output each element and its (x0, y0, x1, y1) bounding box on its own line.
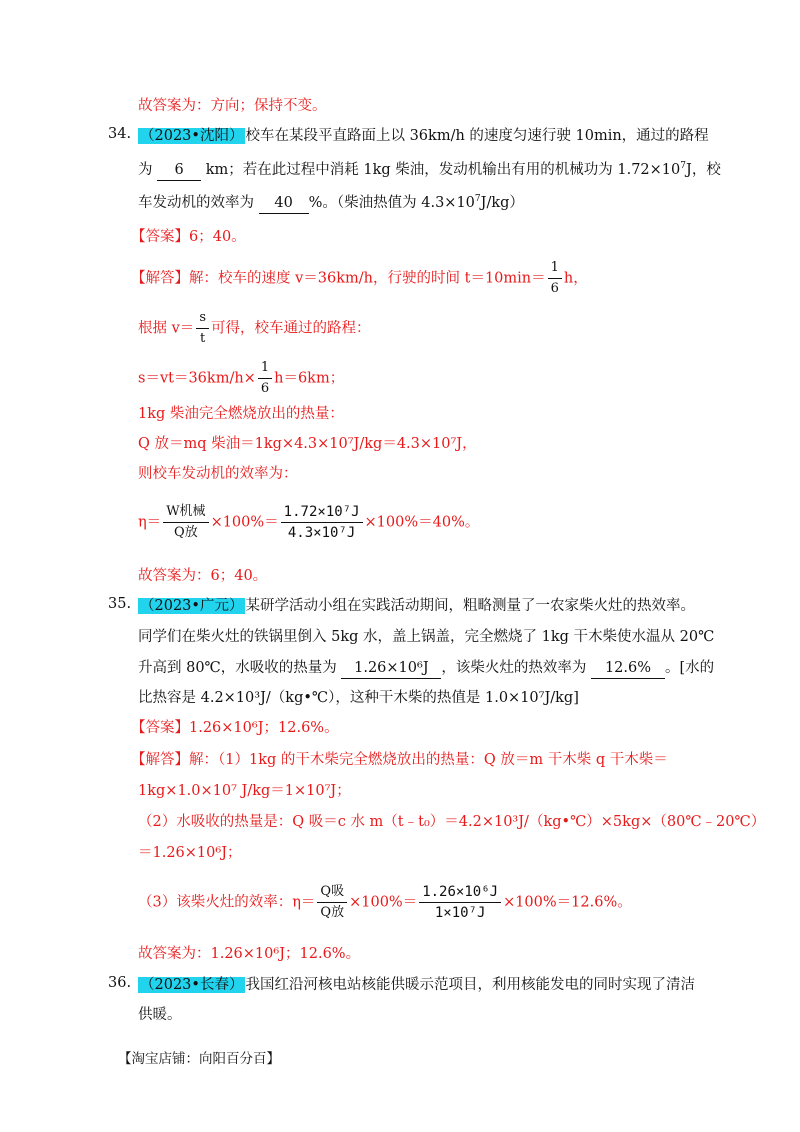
analysis-line-2 (138, 308, 370, 349)
text: J/kg） (480, 195, 524, 211)
exponent: 7 (474, 194, 481, 205)
analysis-line-4: 1kg 柴油完全燃烧放出的热量： (138, 406, 344, 422)
question-36-line1 (138, 975, 695, 995)
text: 解：（1）1kg 的干木柴完全燃烧放出的热量：Q 放＝m 干木柴 q 干木柴＝ (189, 752, 668, 768)
analysis-line-3 (138, 358, 344, 399)
denominator: Q放 (320, 905, 345, 920)
denominator: t (200, 331, 206, 346)
answer-blank: 1.26×10⁶J (341, 658, 441, 679)
numerator: 1.26×10⁶J (419, 882, 501, 903)
text: ×100%＝12.6%。 (503, 894, 632, 911)
text: h＝6km； (274, 370, 345, 387)
text: 车发动机的效率为 (138, 195, 254, 211)
analysis-line-2: 1kg×1.0×10⁷ J/kg＝1×10⁷J； (138, 783, 351, 799)
denominator: Q放 (174, 525, 198, 540)
denominator: 6 (260, 381, 270, 396)
question-number: 34. (108, 126, 132, 142)
fraction-values (419, 882, 501, 923)
text: 解：校车的速度 v＝36km/h，行驶的时间 t＝10min＝ (189, 270, 546, 287)
text: J，校 (686, 162, 721, 178)
denominator: 6 (550, 281, 559, 296)
denominator: 1×10⁷J (434, 905, 486, 921)
answer-line: 【答案】1.26×10⁶J；12.6%。 (131, 720, 339, 736)
source-badge: （2023•广元） (140, 598, 244, 614)
text: %。（柴油热值为 4.3×10 (308, 195, 475, 211)
question-34-line3 (138, 193, 524, 214)
answer-blank: 12.6% (591, 658, 665, 679)
question-35-line2: 同学们在柴火灶的铁锅里倒入 5kg 水，盖上锅盖，完全燃烧了 1kg 干木柴使水温从 20℃ (138, 629, 715, 645)
text: η＝ (138, 514, 162, 531)
efficiency-formula (138, 502, 479, 543)
question-35-line4: 比热容是 4.2×10³J/（kg•℃），这种干木柴的热值是 1.0×10⁷J/kg] (138, 690, 579, 706)
question-number: 35. (108, 596, 132, 612)
numerator: W机械 (163, 502, 208, 523)
analysis-line-4: ＝1.26×10⁶J； (138, 845, 242, 861)
question-number: 36. (108, 975, 132, 991)
footer-shop-label: 【淘宝店铺：向阳百分百】 (118, 1051, 280, 1067)
question-35-line3 (138, 658, 714, 679)
fraction-w-q (163, 502, 208, 543)
fraction-s-t (196, 308, 209, 349)
text: ×100%＝40%。 (364, 514, 480, 531)
text: ×100%＝ (210, 514, 279, 531)
fraction-q-q (317, 882, 347, 923)
denominator: 4.3×10⁷J (287, 525, 356, 541)
question-text: 某研学活动小组在实践活动期间，粗略测量了一农家柴火灶的热效率。 (245, 598, 695, 614)
fraction-values (281, 502, 363, 543)
answer-blank: 6 (157, 160, 201, 181)
analysis-label: 【解答】 (131, 270, 189, 287)
question-34-line2 (138, 160, 721, 181)
text: 升高到 80℃，水吸收的热量为 (138, 660, 337, 676)
analysis-line-5: Q 放＝mq 柴油＝1kg×4.3×10⁷J/kg＝4.3×10⁷J， (138, 436, 477, 452)
text: 为 (138, 162, 153, 178)
numerator: Q吸 (317, 882, 347, 903)
source-badge: （2023•沈阳） (140, 128, 244, 144)
final-answer: 故答案为：6；40。 (138, 568, 268, 584)
fraction-1-6 (258, 358, 272, 399)
source-badge: （2023•长春） (140, 977, 244, 993)
question-text: 我国红沿河核电站核能供暖示范项目，利用核能发电的同时实现了清洁 (245, 977, 695, 993)
numerator: 1 (548, 258, 562, 279)
text: 可得，校车通过的路程： (210, 320, 371, 337)
fraction-1-6 (548, 258, 562, 299)
text: km；若在此过程中消耗 1kg 柴油，发动机输出有用的机械功为 1.72×10 (205, 162, 681, 178)
numerator: 1 (258, 358, 272, 379)
numerator: s (196, 308, 209, 329)
analysis-line-1 (131, 750, 668, 770)
text: 根据 v＝ (138, 320, 195, 337)
analysis-line-6: 则校车发动机的效率为： (138, 466, 298, 482)
exponent: 7 (680, 161, 686, 172)
prev-final-answer: 故答案为：方向；保持不变。 (138, 98, 327, 114)
question-34-line1 (138, 126, 709, 146)
analysis-label: 【解答】 (131, 752, 189, 768)
analysis-line-3: （2）水吸收的热量是：Q 吸＝c 水 m（t﹣t₀）＝4.2×10³J/（kg•℃）×5kg×（80℃﹣20℃） (138, 814, 766, 830)
numerator: 1.72×10⁷J (281, 502, 363, 523)
answer-blank: 40 (259, 193, 309, 214)
question-36-line2: 供暖。 (138, 1007, 182, 1023)
answer-line: 【答案】6；40。 (131, 229, 246, 245)
analysis-line-1 (131, 258, 588, 299)
text: 。[水的 (665, 660, 715, 676)
question-text: 校车在某段平直路面上以 36km/h 的速度匀速行驶 10min，通过的路程 (245, 128, 709, 144)
text: ×100%＝ (349, 894, 418, 911)
text: s＝vt＝36km/h× (138, 370, 256, 387)
text: （3）该柴火灶的效率：η＝ (138, 894, 316, 911)
efficiency-formula (138, 882, 632, 923)
text: h， (563, 270, 588, 287)
question-35-line1 (138, 596, 695, 616)
final-answer: 故答案为：1.26×10⁶J；12.6%。 (138, 946, 361, 962)
text: ，该柴火灶的热效率为 (441, 660, 587, 676)
